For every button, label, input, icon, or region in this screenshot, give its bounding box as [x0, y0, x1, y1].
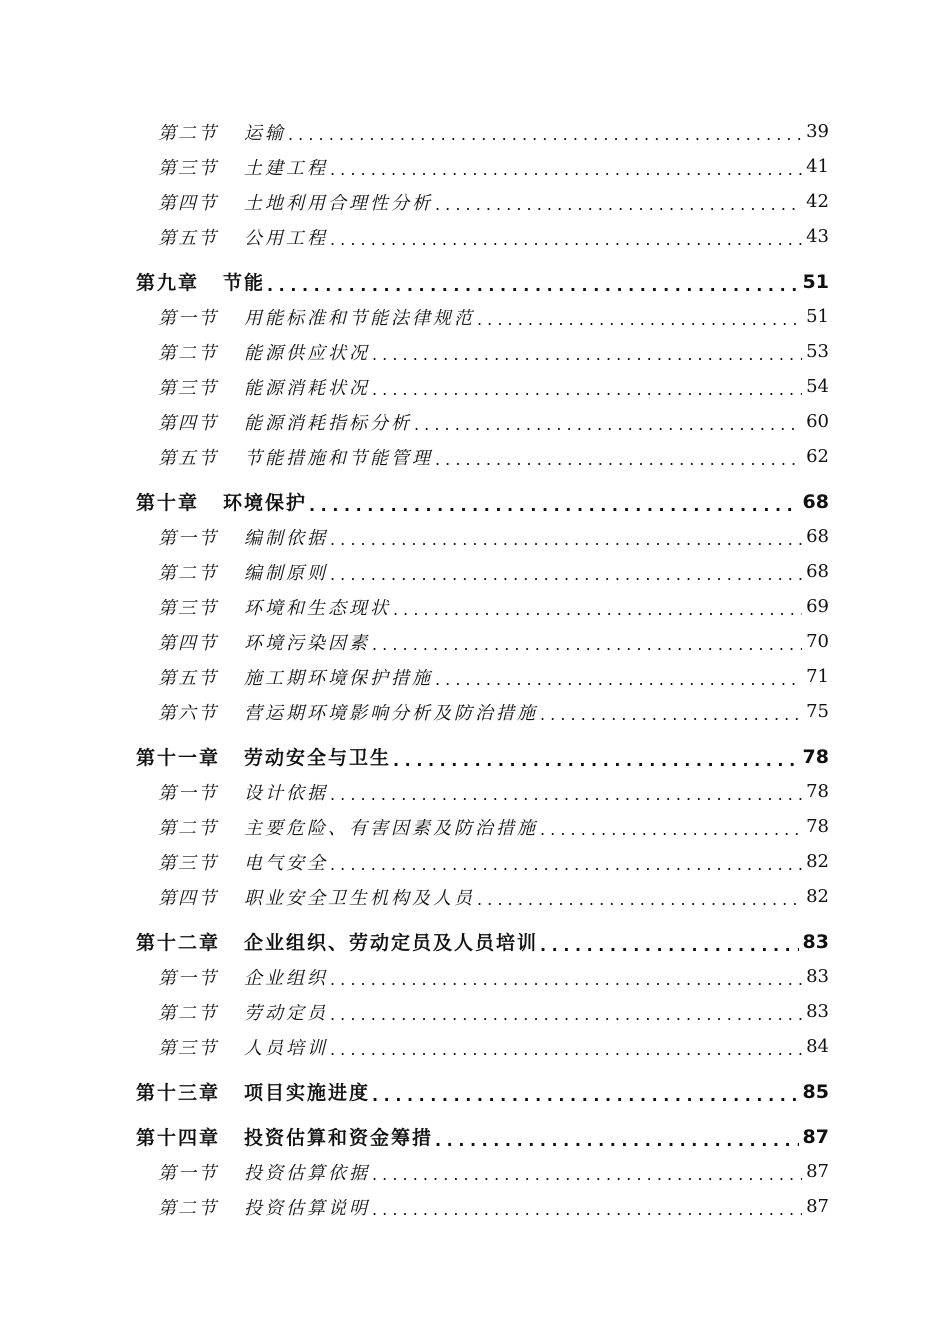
chapter-title: 企业组织、劳动定员及人员培训	[244, 932, 539, 954]
section-number: 第三节	[158, 597, 218, 619]
section-title: 土地利用合理性分析	[244, 192, 433, 214]
section-number: 第二节	[158, 562, 218, 584]
dot-leader	[267, 274, 799, 296]
dot-leader	[330, 784, 802, 805]
dot-leader	[372, 1199, 802, 1220]
section-number: 第一节	[158, 967, 218, 989]
page-number: 78	[806, 781, 829, 802]
page-number: 68	[802, 490, 829, 513]
section-number: 第二节	[158, 122, 218, 144]
dot-leader	[435, 194, 802, 215]
chapter-title: 环境保护	[223, 492, 308, 514]
toc-section-entry[interactable]	[0, 624, 950, 659]
toc-chapter-entry[interactable]	[0, 264, 950, 299]
dot-leader	[330, 969, 802, 990]
toc-section-entry[interactable]	[0, 959, 950, 994]
page-number: 70	[806, 631, 829, 652]
toc-section-entry[interactable]	[0, 554, 950, 589]
section-title: 劳动定员	[244, 1002, 328, 1024]
dot-leader	[330, 854, 802, 875]
page-number: 62	[806, 446, 829, 467]
dot-leader	[330, 159, 802, 180]
table-of-contents	[0, 114, 950, 1224]
chapter-title: 项目实施进度	[244, 1082, 371, 1104]
section-title: 环境污染因素	[244, 632, 370, 654]
section-number: 第四节	[158, 887, 218, 909]
section-title: 投资估算说明	[244, 1197, 370, 1219]
page-number: 43	[806, 226, 829, 247]
chapter-number: 第九章	[136, 272, 200, 294]
chapter-title: 节能	[223, 272, 266, 294]
dot-leader	[540, 934, 799, 956]
dot-leader	[330, 529, 802, 550]
section-title: 人员培训	[244, 1037, 328, 1059]
page-number: 87	[806, 1196, 829, 1217]
section-title: 公用工程	[244, 227, 328, 249]
toc-section-entry[interactable]	[0, 404, 950, 439]
section-number: 第二节	[158, 817, 218, 839]
section-title: 能源供应状况	[244, 342, 370, 364]
toc-section-entry[interactable]	[0, 149, 950, 184]
toc-section-entry[interactable]	[0, 1029, 950, 1064]
page-number: 83	[802, 930, 829, 953]
section-number: 第四节	[158, 412, 218, 434]
page-number: 51	[806, 306, 829, 327]
section-number: 第四节	[158, 192, 218, 214]
section-number: 第二节	[158, 1197, 218, 1219]
section-title: 营运期环境影响分析及防治措施	[244, 702, 538, 724]
toc-section-entry[interactable]	[0, 589, 950, 624]
dot-leader	[393, 749, 799, 771]
page-number: 71	[806, 666, 829, 687]
page-number: 75	[806, 701, 829, 722]
page-number: 87	[806, 1161, 829, 1182]
chapter-number: 第十三章	[136, 1082, 221, 1104]
section-title: 运输	[244, 122, 286, 144]
dot-leader	[330, 1004, 802, 1025]
toc-section-entry[interactable]	[0, 1189, 950, 1224]
section-number: 第三节	[158, 1037, 218, 1059]
toc-chapter-entry[interactable]	[0, 1119, 950, 1154]
toc-section-entry[interactable]	[0, 994, 950, 1029]
section-number: 第一节	[158, 307, 218, 329]
chapter-title: 劳动安全与卫生	[244, 747, 392, 769]
section-number: 第六节	[158, 702, 218, 724]
toc-section-entry[interactable]	[0, 299, 950, 334]
section-number: 第二节	[158, 342, 218, 364]
dot-leader	[414, 414, 802, 435]
dot-leader	[477, 309, 802, 330]
page-number: 69	[806, 596, 829, 617]
dot-leader	[330, 229, 802, 250]
chapter-number: 第十四章	[136, 1127, 221, 1149]
section-title: 设计依据	[244, 782, 328, 804]
chapter-number: 第十一章	[136, 747, 221, 769]
section-title: 编制原则	[244, 562, 328, 584]
section-number: 第四节	[158, 632, 218, 654]
page-number: 87	[802, 1125, 829, 1148]
toc-chapter-entry[interactable]	[0, 924, 950, 959]
section-number: 第三节	[158, 852, 218, 874]
section-number: 第三节	[158, 377, 218, 399]
page-number: 84	[806, 1036, 829, 1057]
chapter-title: 投资估算和资金筹措	[244, 1127, 434, 1149]
chapter-number: 第十章	[136, 492, 200, 514]
section-number: 第一节	[158, 782, 218, 804]
section-title: 投资估算依据	[244, 1162, 370, 1184]
page-number: 42	[806, 191, 829, 212]
section-number: 第三节	[158, 157, 218, 179]
dot-leader	[330, 564, 802, 585]
dot-leader	[372, 634, 802, 655]
page-number: 60	[806, 411, 829, 432]
toc-section-entry[interactable]	[0, 694, 950, 729]
page-number: 68	[806, 526, 829, 547]
section-title: 节能措施和节能管理	[244, 447, 433, 469]
section-title: 职业安全卫生机构及人员	[244, 887, 475, 909]
dot-leader	[288, 124, 802, 145]
dot-leader	[393, 599, 802, 620]
page-number: 85	[802, 1080, 829, 1103]
dot-leader	[477, 889, 802, 910]
page-number: 82	[806, 886, 829, 907]
section-title: 能源消耗状况	[244, 377, 370, 399]
chapter-number: 第十二章	[136, 932, 221, 954]
page-number: 83	[806, 1001, 829, 1022]
dot-leader	[540, 819, 802, 840]
dot-leader	[309, 494, 799, 516]
section-title: 企业组织	[244, 967, 328, 989]
dot-leader	[540, 704, 802, 725]
section-title: 电气安全	[244, 852, 328, 874]
dot-leader	[330, 1039, 802, 1060]
section-title: 土建工程	[244, 157, 328, 179]
toc-section-entry[interactable]	[0, 659, 950, 694]
page-number: 83	[806, 966, 829, 987]
toc-section-entry[interactable]	[0, 844, 950, 879]
page-number: 39	[806, 121, 829, 142]
page-number: 51	[802, 270, 829, 293]
dot-leader	[435, 669, 802, 690]
toc-chapter-entry[interactable]	[0, 1074, 950, 1109]
section-number: 第一节	[158, 1162, 218, 1184]
dot-leader	[372, 379, 802, 400]
toc-section-entry[interactable]	[0, 1154, 950, 1189]
toc-chapter-entry[interactable]	[0, 484, 950, 519]
toc-section-entry[interactable]	[0, 519, 950, 554]
section-title: 编制依据	[244, 527, 328, 549]
section-number: 第五节	[158, 227, 218, 249]
dot-leader	[372, 1164, 802, 1185]
toc-section-entry[interactable]	[0, 184, 950, 219]
page-number: 82	[806, 851, 829, 872]
toc-chapter-entry[interactable]	[0, 739, 950, 774]
section-number: 第五节	[158, 447, 218, 469]
dot-leader	[372, 1084, 799, 1106]
page-number: 68	[806, 561, 829, 582]
section-number: 第二节	[158, 1002, 218, 1024]
section-title: 环境和生态现状	[244, 597, 391, 619]
section-title: 用能标准和节能法律规范	[244, 307, 475, 329]
toc-section-entry[interactable]	[0, 369, 950, 404]
toc-section-entry[interactable]	[0, 219, 950, 254]
page-number: 78	[802, 745, 829, 768]
section-title: 施工期环境保护措施	[244, 667, 433, 689]
section-number: 第五节	[158, 667, 218, 689]
toc-section-entry[interactable]	[0, 439, 950, 474]
toc-section-entry[interactable]	[0, 879, 950, 914]
section-title: 能源消耗指标分析	[244, 412, 412, 434]
toc-section-entry[interactable]	[0, 809, 950, 844]
toc-section-entry[interactable]	[0, 114, 950, 149]
dot-leader	[435, 1129, 799, 1151]
page-number: 54	[806, 376, 829, 397]
page-number: 53	[806, 341, 829, 362]
toc-section-entry[interactable]	[0, 334, 950, 369]
toc-section-entry[interactable]	[0, 774, 950, 809]
dot-leader	[372, 344, 802, 365]
section-title: 主要危险、有害因素及防治措施	[244, 817, 538, 839]
section-number: 第一节	[158, 527, 218, 549]
page-number: 78	[806, 816, 829, 837]
dot-leader	[435, 449, 802, 470]
page-number: 41	[806, 156, 829, 177]
